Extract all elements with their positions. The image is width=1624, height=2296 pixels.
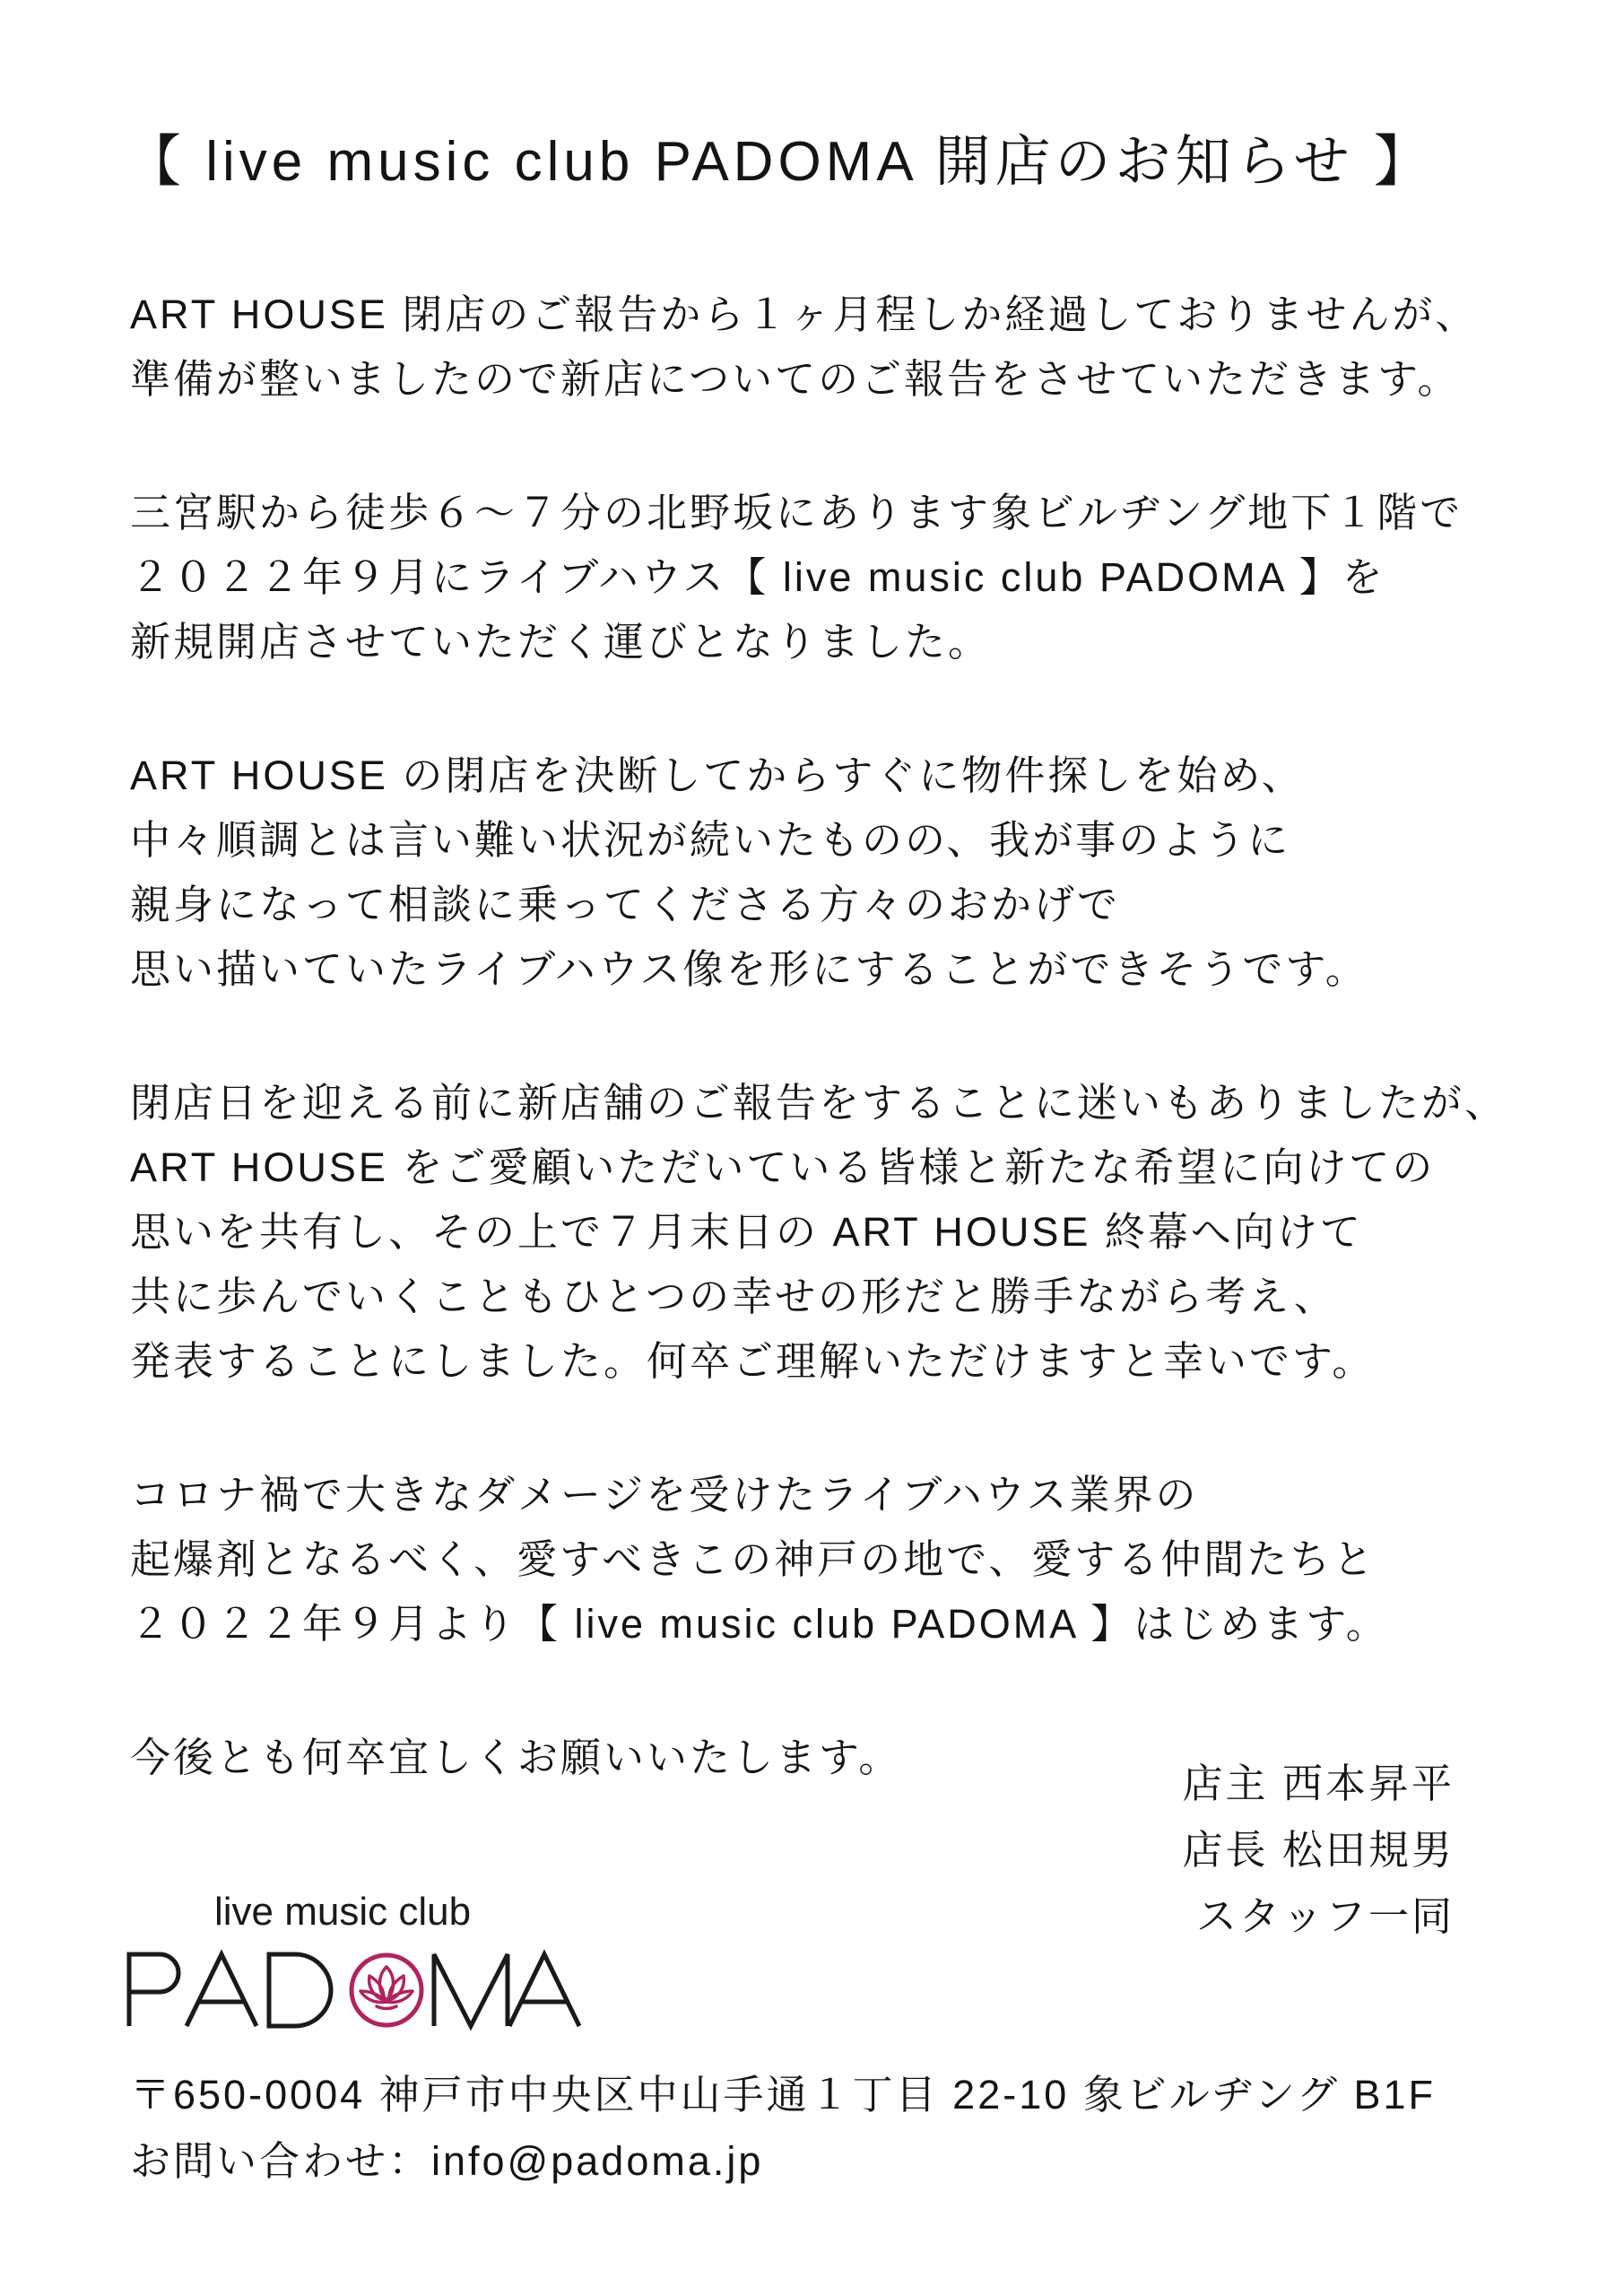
paragraph-line: 共に歩んでいくこともひとつの幸せの形だと勝手ながら考え、 [130,1274,1337,1319]
logo-tagline: live music club [214,1890,472,1934]
paragraph-line: コロナ禍で大きなダメージを受けたライブハウス業界の [130,1472,1199,1518]
paragraph-line: 親身になって相談に乗ってくださる方々のおかげで [130,882,1121,927]
paragraph-line: 三宮駅から徒歩６～７分の北野坂にあります象ビルヂング地下１階で [130,490,1463,535]
padoma-wordmark [126,1946,592,2036]
notice-paragraph [130,744,1507,1002]
paragraph-line: ART HOUSE 閉店のご報告から１ヶ月程しか経過しておりませんが、 [130,291,1479,337]
paragraph-line: 発表することにしました。何卒ご理解いただけますと幸いです。 [130,1338,1376,1384]
notice-paragraph [130,1071,1507,1394]
paragraph-line: 閉店日を迎える前に新店舗のご報告をすることに迷いもありましたが、 [130,1080,1508,1126]
signature-manager: 店長 松田規男 [1182,1827,1455,1873]
notice-paragraph [130,283,1507,412]
lotus-icon [352,1955,421,2025]
paragraph-line: 新規開店させていただく運びとなりました。 [130,619,992,665]
paragraph-line: ２０２２年９月にライブハウス【 live music club PADOMA 】を [130,554,1385,600]
paragraph-line: ART HOUSE の閉店を決断してからすぐに物件探しを始め、 [130,752,1305,798]
notice-paragraph [130,1463,1507,1657]
signature-staff: スタッフ一同 [1195,1893,1455,1939]
contact-line: お問い合わせ：info@padoma.jp [130,2138,764,2184]
paragraph-line: 思い描いていたライブハウス像を形にすることができそうです。 [130,946,1368,992]
paragraph-line: ART HOUSE をご愛顧いただいている皆様と新たな希望に向けての [130,1144,1436,1190]
notice-title: 【 live music club PADOMA 開店のお知らせ 】 [126,131,1434,193]
paragraph-line: 起爆剤となるべく、愛すべきこの神戸の地で、愛する仲間たちと [130,1536,1376,1582]
signature-owner: 店主 西本昇平 [1182,1761,1455,1806]
closing-line: 今後とも何卒宜しくお願いいたします。 [130,1735,902,1780]
paragraph-line: 準備が整いましたので新店についてのご報告をさせていただきます。 [130,356,1461,402]
paragraph-line: ２０２２年９月より【 live music club PADOMA 】はじめます。 [130,1601,1389,1647]
footer [130,2062,1436,2195]
paragraph-line: 中々順調とは言い難い状況が続いたものの、我が事のように [130,817,1291,863]
paragraph-line: 思いを共有し、その上で７月末日の ART HOUSE 終幕へ向けて [130,1209,1363,1255]
address-line: 〒650-0004 神戸市中央区中山手通１丁目 22-10 象ビルヂング B1F [130,2072,1437,2118]
notice-paragraph [130,481,1507,674]
notice-body [130,283,1507,1859]
signature-block [1182,1751,1455,1950]
